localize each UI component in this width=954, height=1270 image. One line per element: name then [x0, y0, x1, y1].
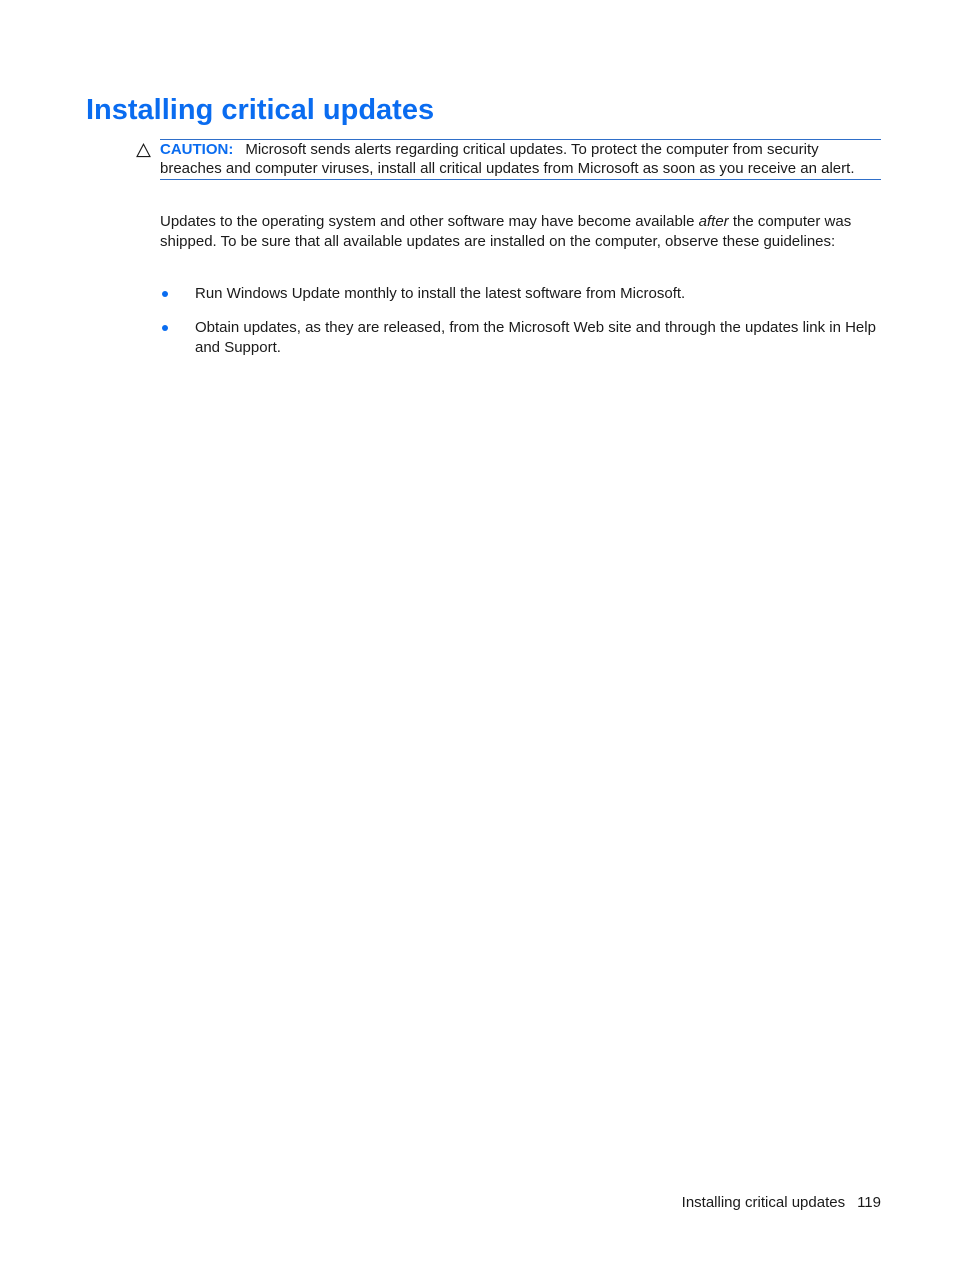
intro-emphasis: after — [698, 213, 729, 230]
intro-text-end: the computer was shipped. To be sure that all available updates are installed on the computer, observe these guidelines: — [160, 213, 852, 250]
caution-note — [160, 139, 881, 180]
intro-paragraph — [160, 212, 882, 251]
footer-section-title: Installing critical updates — [681, 1194, 846, 1211]
intro-text-start: Updates to the operating system and other software may have become available — [160, 213, 699, 230]
page-title: Installing critical updates — [86, 94, 435, 126]
caution-paragraph — [160, 140, 881, 178]
list-item — [160, 284, 882, 304]
bullet-dot-icon — [162, 291, 168, 297]
caution-label: CAUTION: — [160, 141, 234, 158]
caution-triangle-icon — [136, 143, 151, 158]
list-item-text: Run Windows Update monthly to install the latest software from Microsoft. — [195, 285, 686, 302]
list-item-text: Obtain updates, as they are released, from the Microsoft Web site and through the updates link in Help and Support. — [195, 319, 876, 356]
page-footer — [682, 1193, 881, 1212]
guidelines-list — [160, 284, 882, 372]
bullet-dot-icon — [162, 325, 168, 331]
list-item — [160, 318, 882, 357]
page-number: 119 — [857, 1194, 881, 1211]
caution-text: Microsoft sends alerts regarding critical updates. To protect the computer from security breaches and computer viruses, install all critical updates from Microsoft as soon as you receive an alert. — [160, 141, 855, 177]
